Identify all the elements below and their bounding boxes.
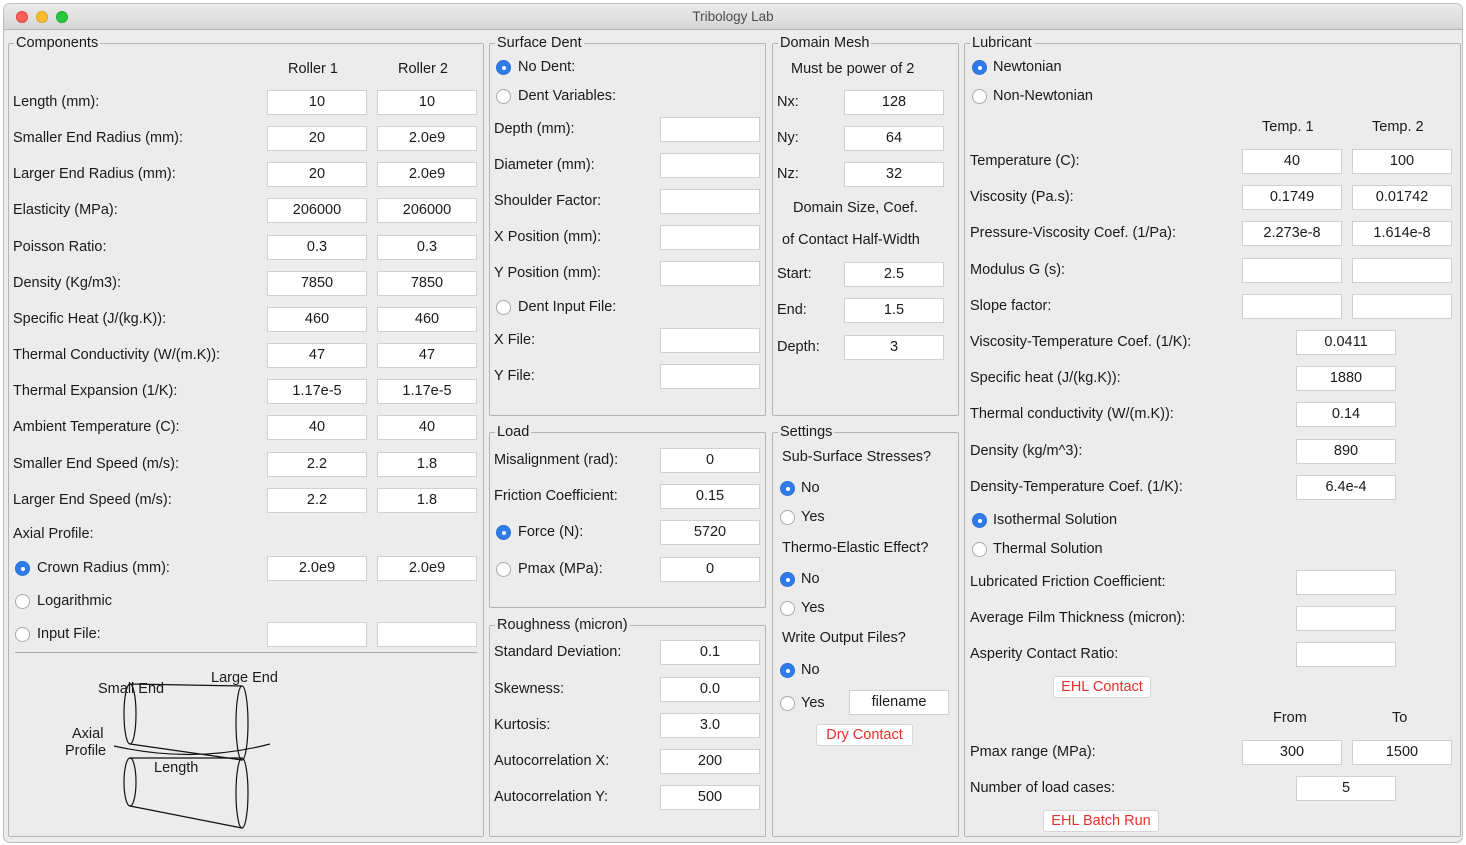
temp1-input[interactable]	[1242, 258, 1342, 283]
row-label: Specific Heat (J/(kg.K)):	[13, 311, 167, 327]
row-label: Ambient Temperature (C):	[13, 419, 180, 435]
non-newtonian-label: Non-Newtonian	[993, 88, 1093, 104]
lubricant-label: Temperature (C):	[970, 153, 1080, 169]
thermal-radio[interactable]	[972, 542, 987, 557]
roughness-label: Standard Deviation:	[494, 644, 622, 660]
dent-variables-radio[interactable]	[496, 89, 511, 104]
nx-input[interactable]: 128	[844, 90, 944, 115]
temp2-header: Temp. 2	[1372, 119, 1424, 135]
roughness-label: Skewness:	[494, 681, 565, 697]
row-label: Thermal Expansion (1/K):	[13, 383, 178, 399]
input-file-label: Input File:	[37, 626, 101, 642]
dent-field-input[interactable]	[660, 189, 760, 214]
end-input[interactable]: 1.5	[844, 298, 944, 323]
output-filename-input[interactable]: filename	[849, 690, 949, 715]
dent-file-label: Y File:	[494, 368, 535, 384]
roller2-field[interactable]: 2.0e9	[377, 162, 477, 187]
ehl-contact-button[interactable]: EHL Contact	[1053, 676, 1151, 698]
roller1-field[interactable]: 460	[267, 307, 367, 332]
to-header: To	[1392, 710, 1408, 726]
roller1-field[interactable]: 1.17e-5	[267, 379, 367, 404]
output-yes-label: Yes	[801, 695, 825, 711]
roller2-field[interactable]: 460	[377, 307, 477, 332]
temp1-header: Temp. 1	[1262, 119, 1314, 135]
temp2-input[interactable]	[1352, 258, 1452, 283]
roller1-field[interactable]: 206000	[267, 198, 367, 223]
crown-roller2-field[interactable]: 2.0e9	[377, 556, 477, 581]
app-window	[4, 4, 1462, 842]
row-label: Length (mm):	[13, 94, 100, 110]
ny-label: Ny:	[777, 130, 799, 146]
temp1-input[interactable]: 2.273e-8	[1242, 221, 1342, 246]
lubricant-input[interactable]: 890	[1296, 439, 1396, 464]
crown-roller1-field[interactable]: 2.0e9	[267, 556, 367, 581]
ehl-batch-run-button[interactable]: EHL Batch Run	[1043, 810, 1159, 832]
temp1-input[interactable]	[1242, 294, 1342, 319]
roller2-field[interactable]: 1.17e-5	[377, 379, 477, 404]
stresses-no-radio[interactable]	[780, 481, 795, 496]
row-label: Thermal Conductivity (W/(m.K)):	[13, 347, 221, 363]
small-end-bottom-ellipse	[124, 758, 136, 806]
dent-file-input[interactable]	[660, 364, 760, 389]
ny-input[interactable]: 64	[844, 126, 944, 151]
roller2-field[interactable]: 10	[377, 90, 477, 115]
roller1-header: Roller 1	[288, 61, 338, 77]
roller1-field[interactable]: 20	[267, 126, 367, 151]
temp2-input[interactable]	[1352, 294, 1452, 319]
load-cases-input[interactable]: 5	[1296, 776, 1396, 801]
friction-coefficient-label: Friction Coefficient:	[494, 488, 618, 504]
newtonian-radio[interactable]	[972, 60, 987, 75]
roller2-field[interactable]: 47	[377, 343, 477, 368]
contact-half-width-label: of Contact Half-Width	[782, 232, 920, 248]
roughness-label: Kurtosis:	[494, 717, 551, 733]
thermo-yes-label: Yes	[801, 600, 825, 616]
start-label: Start:	[777, 266, 812, 282]
dent-field-label: Diameter (mm):	[494, 157, 595, 173]
lubricant-label: Slope factor:	[970, 298, 1052, 314]
pmax-radio[interactable]	[496, 562, 511, 577]
stresses-yes-label: Yes	[801, 509, 825, 525]
thermo-no-radio[interactable]	[780, 572, 795, 587]
lubricant-input[interactable]: 1880	[1296, 366, 1396, 391]
pmax-range-label: Pmax range (MPa):	[970, 744, 1096, 760]
dent-field-input[interactable]	[660, 261, 760, 286]
thermo-yes-radio[interactable]	[780, 601, 795, 616]
temp1-input[interactable]: 40	[1242, 149, 1342, 174]
lubricant-label: Specific heat (J/(kg.K)):	[970, 370, 1121, 386]
newtonian-label: Newtonian	[993, 59, 1062, 75]
row-label: Elasticity (MPa):	[13, 202, 118, 218]
dent-field-label: X Position (mm):	[494, 229, 602, 245]
write-output-question: Write Output Files?	[782, 630, 906, 646]
from-header: From	[1273, 710, 1307, 726]
roller2-field[interactable]: 1.8	[377, 452, 477, 477]
temp2-input[interactable]: 1.614e-8	[1352, 221, 1452, 246]
surface-dent-legend: Surface Dent	[497, 35, 582, 51]
roller2-field[interactable]: 40	[377, 415, 477, 440]
roller2-field[interactable]: 206000	[377, 198, 477, 223]
result-label: Lubricated Friction Coefficient:	[970, 574, 1166, 590]
roller1-field[interactable]: 7850	[267, 271, 367, 296]
end-label: End:	[777, 302, 807, 318]
thermo-no-label: No	[801, 571, 820, 587]
crown-radius-label: Crown Radius (mm):	[37, 560, 170, 576]
mesh-depth-input[interactable]: 3	[844, 335, 944, 360]
result-label: Average Film Thickness (micron):	[970, 610, 1186, 626]
roller2-field[interactable]: 2.0e9	[377, 126, 477, 151]
thermal-label: Thermal Solution	[993, 541, 1103, 557]
result-label: Asperity Contact Ratio:	[970, 646, 1119, 662]
load-legend: Load	[497, 424, 530, 440]
axial-profile-label: Axial Profile:	[13, 526, 94, 542]
diagram-large-end-label: Large End	[211, 670, 278, 686]
dent-field-input[interactable]	[660, 225, 760, 250]
large-end-bottom-ellipse	[236, 758, 248, 828]
roller2-field[interactable]: 0.3	[377, 235, 477, 260]
roller1-field[interactable]: 0.3	[267, 235, 367, 260]
dent-field-label: Shoulder Factor:	[494, 193, 602, 209]
domain-size-label: Domain Size, Coef.	[793, 200, 918, 216]
non-newtonian-radio[interactable]	[972, 89, 987, 104]
stresses-no-label: No	[801, 480, 820, 496]
force-label: Force (N):	[518, 524, 584, 540]
dry-contact-button[interactable]: Dry Contact	[816, 724, 913, 746]
output-no-label: No	[801, 662, 820, 678]
components-legend: Components	[16, 35, 99, 51]
lubricant-label: Density (kg/m^3):	[970, 443, 1083, 459]
dent-file-label: X File:	[494, 332, 536, 348]
load-cases-label: Number of load cases:	[970, 780, 1116, 796]
lubricant-legend: Lubricant	[972, 35, 1032, 51]
diagram-small-end-label: Small End	[98, 681, 165, 697]
dent-field-label: Y Position (mm):	[494, 265, 601, 281]
no-dent-label: No Dent:	[518, 59, 576, 75]
thermo-elastic-question: Thermo-Elastic Effect?	[782, 540, 929, 556]
input-file-radio[interactable]	[15, 627, 30, 642]
lubricant-label: Modulus G (s):	[970, 262, 1066, 278]
dent-field-input[interactable]	[660, 153, 760, 178]
output-no-radio[interactable]	[780, 663, 795, 678]
dent-file-input[interactable]	[660, 328, 760, 353]
roller1-field[interactable]: 10	[267, 90, 367, 115]
nz-input[interactable]: 32	[844, 162, 944, 187]
dent-field-label: Depth (mm):	[494, 121, 575, 137]
pmax-input[interactable]: 0	[660, 557, 760, 582]
input-file-roller2-field[interactable]	[377, 622, 477, 647]
roller1-field[interactable]: 2.2	[267, 452, 367, 477]
dent-input-file-radio[interactable]	[496, 300, 511, 315]
result-output	[1296, 570, 1396, 595]
lubricant-label: Viscosity (Pa.s):	[970, 189, 1074, 205]
lubricant-input[interactable]: 0.0411	[1296, 330, 1396, 355]
roughness-input[interactable]: 3.0	[660, 713, 760, 738]
row-label: Density (Kg/m3):	[13, 275, 121, 291]
logarithmic-radio[interactable]	[15, 594, 30, 609]
components-separator	[15, 652, 477, 653]
settings-legend: Settings	[780, 424, 833, 440]
title-bar	[4, 4, 1462, 30]
window-title: Tribology Lab	[692, 9, 774, 24]
lower-roller-bottom-edge	[130, 806, 242, 828]
lubricant-label: Thermal conductivity (W/(m.K)):	[970, 406, 1174, 422]
misalignment-input[interactable]: 0	[660, 448, 760, 473]
dent-field-input[interactable]	[660, 117, 760, 142]
power-of-2-note: Must be power of 2	[791, 61, 915, 77]
roughness-input[interactable]: 500	[660, 785, 760, 810]
roller1-field[interactable]: 40	[267, 415, 367, 440]
stresses-yes-radio[interactable]	[780, 510, 795, 525]
friction-coefficient-input[interactable]: 0.15	[660, 484, 760, 509]
roller2-header: Roller 2	[398, 61, 448, 77]
roughness-input[interactable]: 200	[660, 749, 760, 774]
temp2-input[interactable]: 0.01742	[1352, 185, 1452, 210]
isothermal-radio[interactable]	[972, 513, 987, 528]
logarithmic-label: Logarithmic	[37, 593, 112, 609]
roller1-field[interactable]: 20	[267, 162, 367, 187]
row-label: Larger End Radius (mm):	[13, 166, 176, 182]
pmax-to-input[interactable]: 1500	[1352, 740, 1452, 765]
start-input[interactable]: 2.5	[844, 262, 944, 287]
output-yes-radio[interactable]	[780, 696, 795, 711]
row-label: Larger End Speed (m/s):	[13, 492, 172, 508]
mesh-depth-label: Depth:	[777, 339, 820, 355]
row-label: Poisson Ratio:	[13, 239, 107, 255]
row-label: Smaller End Speed (m/s):	[13, 456, 180, 472]
no-dent-radio[interactable]	[496, 60, 511, 75]
diagram-profile-label: Profile	[65, 743, 107, 759]
isothermal-label: Isothermal Solution	[993, 512, 1118, 528]
lubricant-label: Viscosity-Temperature Coef. (1/K):	[970, 334, 1192, 350]
roughness-input[interactable]: 0.0	[660, 677, 760, 702]
crown-radius-radio[interactable]	[15, 561, 30, 576]
temp2-input[interactable]: 100	[1352, 149, 1452, 174]
roughness-input[interactable]: 0.1	[660, 640, 760, 665]
roughness-legend: Roughness (micron)	[497, 617, 628, 633]
dent-variables-label: Dent Variables:	[518, 88, 617, 104]
dent-input-file-label: Dent Input File:	[518, 299, 617, 315]
roller2-field[interactable]: 1.8	[377, 488, 477, 513]
roller2-field[interactable]: 7850	[377, 271, 477, 296]
force-input[interactable]: 5720	[660, 520, 760, 545]
roller1-field[interactable]: 2.2	[267, 488, 367, 513]
result-output	[1296, 642, 1396, 667]
diagram-axial-label: Axial	[72, 726, 104, 742]
row-label: Smaller End Radius (mm):	[13, 130, 184, 146]
domain-mesh-legend: Domain Mesh	[780, 35, 870, 51]
temp1-input[interactable]: 0.1749	[1242, 185, 1342, 210]
diagram-length-label: Length	[154, 760, 199, 776]
pmax-from-input[interactable]: 300	[1242, 740, 1342, 765]
misalignment-label: Misalignment (rad):	[494, 452, 619, 468]
pmax-label: Pmax (MPa):	[518, 561, 603, 577]
sub-surface-stresses-question: Sub-Surface Stresses?	[782, 449, 932, 465]
nx-label: Nx:	[777, 94, 799, 110]
result-output	[1296, 606, 1396, 631]
lubricant-input[interactable]: 0.14	[1296, 402, 1396, 427]
force-radio[interactable]	[496, 525, 511, 540]
roughness-label: Autocorrelation Y:	[494, 789, 609, 805]
lubricant-label: Density-Temperature Coef. (1/K):	[970, 479, 1183, 495]
input-file-roller1-field[interactable]	[267, 622, 367, 647]
roughness-label: Autocorrelation X:	[494, 753, 610, 769]
lubricant-input[interactable]: 6.4e-4	[1296, 475, 1396, 500]
nz-label: Nz:	[777, 166, 799, 182]
lubricant-label: Pressure-Viscosity Coef. (1/Pa):	[970, 225, 1177, 241]
roller1-field[interactable]: 47	[267, 343, 367, 368]
